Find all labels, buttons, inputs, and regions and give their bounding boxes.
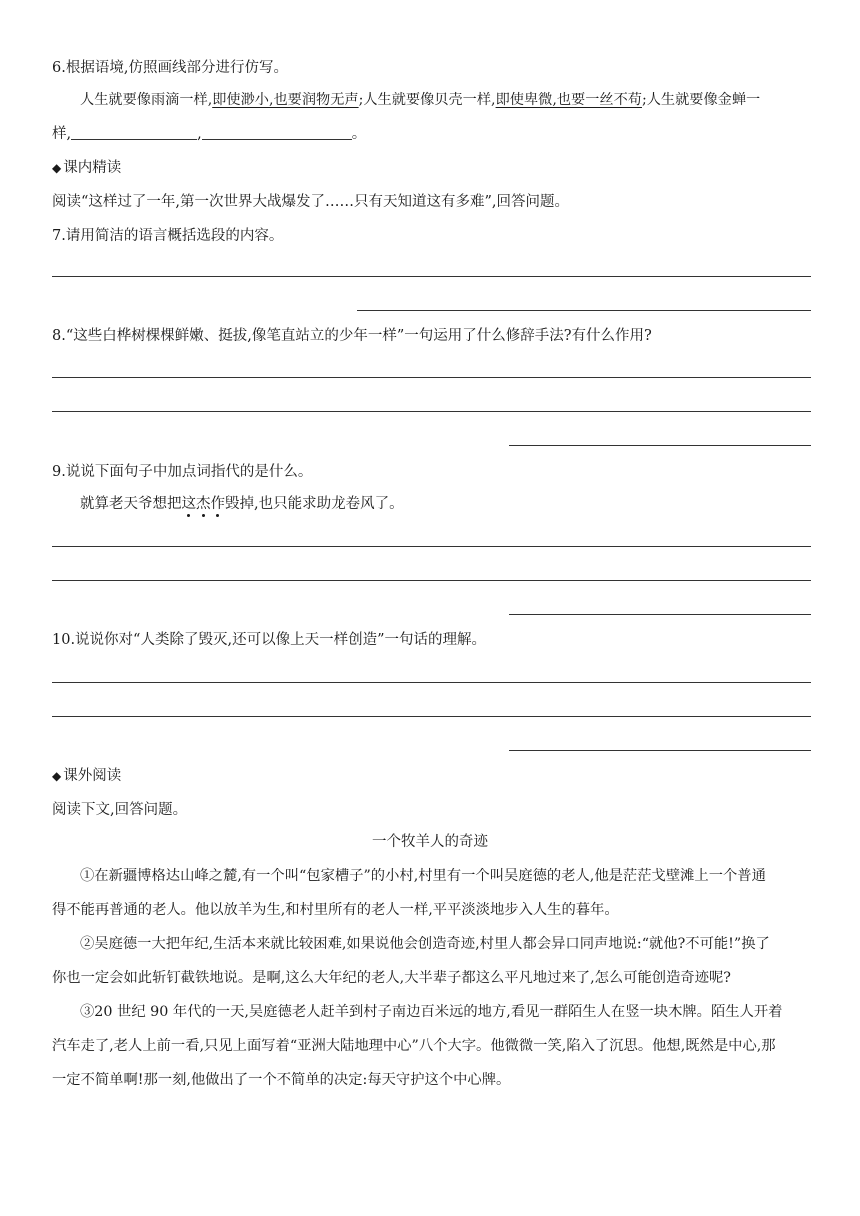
question-7-title: 7.请用简洁的语言概括选段的内容。: [52, 228, 284, 244]
section-label: 课内精读: [63, 160, 122, 176]
q8-answer-line-3[interactable]: [509, 445, 811, 446]
in-class-reading-instruction: 阅读“这样过了一年,第一次世界大战爆发了……只有天知道这有多难”,回答问题。: [52, 194, 570, 210]
q6-underlined-2: 即使卑微,也要一丝不苟: [495, 92, 642, 108]
q7-answer-line-2[interactable]: [357, 310, 811, 311]
question-8-title: 8.“这些白桦树棵棵鲜嫩、挺拔,像笔直站立的少年一样”一句运用了什么修辞手法?有什么作用?: [52, 328, 652, 344]
dotted-word-char-1: 这: [181, 496, 196, 512]
q10-answer-line-3[interactable]: [509, 750, 811, 751]
q6-line2-start: 样,: [52, 126, 72, 142]
q6-text-3: ;人生就要像金蝉一: [641, 92, 761, 108]
question-9-sentence: [80, 494, 404, 514]
question-6-fill-line: [52, 124, 366, 144]
q9-answer-line-3[interactable]: [509, 614, 811, 615]
question-6-title: 6.根据语境,仿照画线部分进行仿写。: [52, 60, 288, 76]
dotted-word-char-3: 作: [210, 496, 225, 512]
q9-answer-line-1[interactable]: [52, 546, 811, 547]
q6-answer-blank-1[interactable]: [71, 125, 197, 140]
passage-paragraph-2-line-2: 你也一定会如此斩钉截铁地说。是啊,这么大年纪的老人,大半辈子都这么平凡地过来了,怎么可能创造奇迹呢?: [52, 970, 731, 986]
q9-sentence-end: 毁掉,也只能求助龙卷风了。: [225, 496, 404, 512]
passage-paragraph-3-line-2: 汽车走了,老人上前一看,只见上面写着“亚洲大陆地理中心”八个大字。他微微一笑,陷入了沉思。他想,既然是中心,那: [52, 1038, 776, 1054]
passage-paragraph-3-line-3: 一定不简单啊!那一刻,他做出了一个不简单的决定:每天守护这个中心牌。: [52, 1072, 511, 1088]
passage-paragraph-2-line-1: ②吴庭德一大把年纪,生活本来就比较困难,如果说他会创造奇迹,村里人都会异口同声地说:“就他?不可能!”换了: [80, 936, 770, 952]
section-heading-in-class: [52, 158, 121, 178]
question-10-title: 10.说说你对“人类除了毁灭,还可以像上天一样创造”一句话的理解。: [52, 632, 486, 648]
q6-text-2: ;人生就要像贝壳一样,: [358, 92, 496, 108]
q6-text-1: 人生就要像雨滴一样,: [80, 92, 213, 108]
q10-answer-line-1[interactable]: [52, 682, 811, 683]
passage-title: 一个牧羊人的奇迹: [372, 834, 488, 850]
q7-answer-line-1[interactable]: [52, 276, 811, 277]
extracurricular-reading-instruction: 阅读下文,回答问题。: [52, 802, 188, 818]
q9-answer-line-2[interactable]: [52, 580, 811, 581]
question-6-sentence: [80, 90, 760, 110]
q6-line2-mid: ,: [197, 126, 202, 142]
q6-line2-end: 。: [351, 126, 367, 142]
q8-answer-line-2[interactable]: [52, 411, 811, 412]
section-label: 课外阅读: [63, 768, 122, 784]
question-9-title: 9.说说下面句子中加点词指代的是什么。: [52, 464, 313, 480]
passage-paragraph-1-line-1: ①在新疆博格达山峰之麓,有一个叫“包家槽子”的小村,村里有一个叫吴庭德的老人,他是茫茫戈壁滩上一个普通: [80, 868, 766, 884]
q6-answer-blank-2[interactable]: [202, 125, 352, 140]
q10-answer-line-2[interactable]: [52, 716, 811, 717]
q8-answer-line-1[interactable]: [52, 377, 811, 378]
diamond-icon: ◆: [52, 161, 62, 175]
section-heading-extracurricular: [52, 766, 121, 786]
diamond-icon: ◆: [52, 769, 62, 783]
q6-underlined-1: 即使渺小,也要润物无声: [212, 92, 359, 108]
dotted-word-char-2: 杰: [196, 496, 211, 512]
passage-paragraph-3-line-1: ③20 世纪 90 年代的一天,吴庭德老人赶羊到村子南边百米远的地方,看见一群陌生人在竖一块木牌。陌生人开着: [80, 1004, 783, 1020]
passage-paragraph-1-line-2: 得不能再普通的老人。他以放羊为生,和村里所有的老人一样,平平淡淡地步入人生的暮年。: [52, 902, 619, 918]
q9-sentence-start: 就算老天爷想把: [80, 496, 182, 512]
